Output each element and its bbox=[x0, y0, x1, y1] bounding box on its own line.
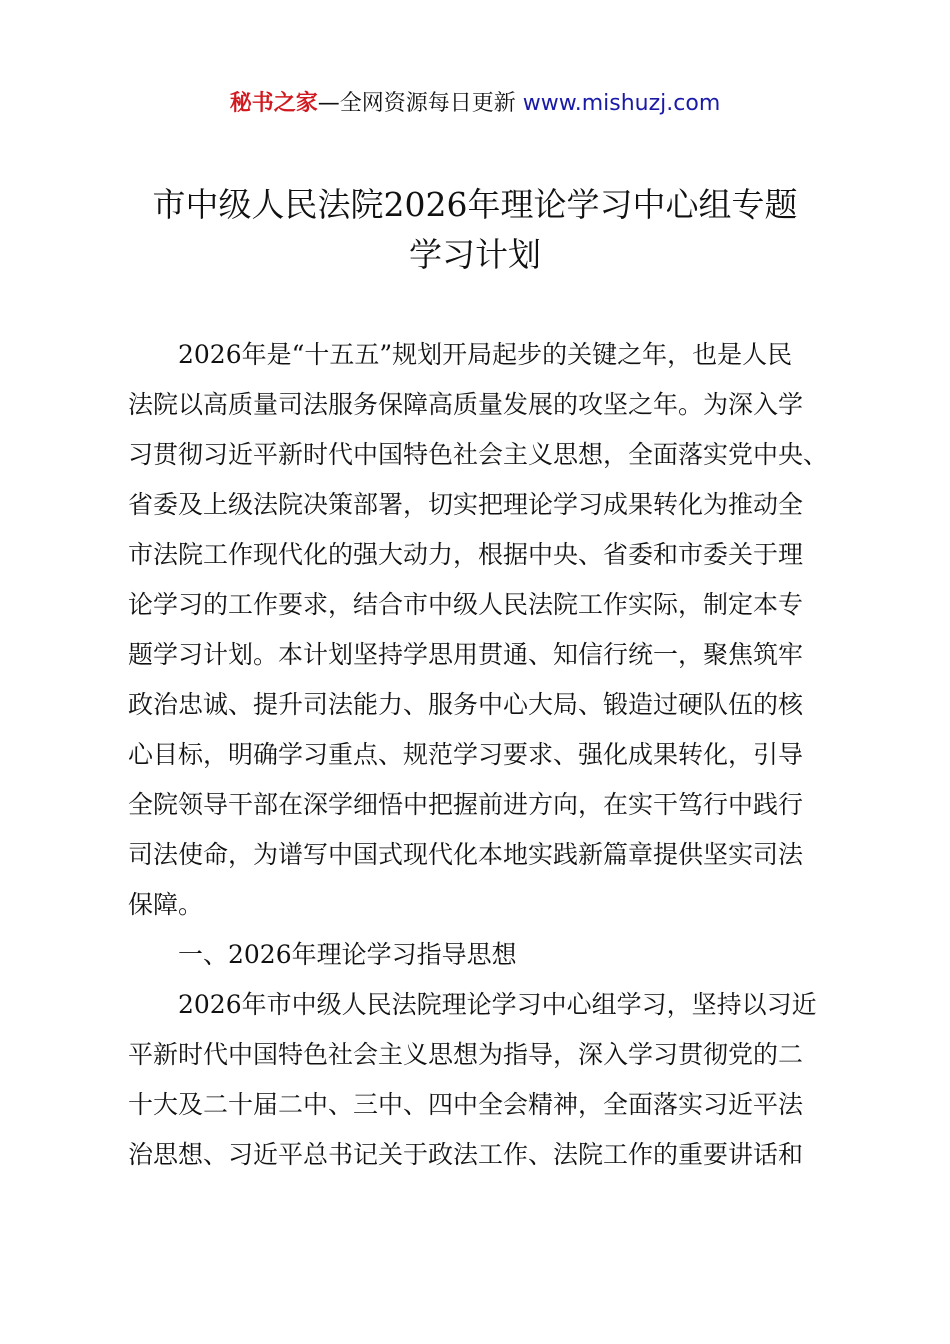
text-line: 治思想、习近平总书记关于政法工作、法院工作的重要讲话和 bbox=[128, 1140, 804, 1169]
title-line-1: 市中级人民法院2026年理论学习中心组专题 bbox=[152, 185, 798, 224]
document-title bbox=[0, 180, 950, 280]
text-line: 心目标，明确学习重点、规范学习要求、强化成果转化，引导 bbox=[128, 740, 804, 769]
text-line: 十大及二十届二中、三中、四中全会精神，全面落实习近平法 bbox=[128, 1090, 804, 1119]
paragraph-intro bbox=[128, 330, 832, 930]
text-line: 政治忠诚、提升司法能力、服务中心大局、锻造过硬队伍的核 bbox=[128, 690, 804, 719]
text-line: 市法院工作现代化的强大动力，根据中央、省委和市委关于理 bbox=[128, 540, 804, 569]
text-line: 题学习计划。本计划坚持学思用贯通、知信行统一，聚焦筑牢 bbox=[128, 640, 804, 669]
title-line-2: 学习计划 bbox=[409, 235, 541, 274]
text-line: 2026年市中级人民法院理论学习中心组学习，坚持以习近 bbox=[178, 990, 817, 1019]
text-line: 司法使命，为谱写中国式现代化本地实践新篇章提供坚实司法 bbox=[128, 840, 804, 869]
section-heading-text: 一、2026年理论学习指导思想 bbox=[178, 940, 517, 969]
text-line: 平新时代中国特色社会主义思想为指导，深入学习贯彻党的二 bbox=[128, 1040, 804, 1069]
text-line: 习贯彻习近平新时代中国特色社会主义思想，全面落实党中央、 bbox=[128, 440, 829, 469]
site-header bbox=[0, 88, 950, 120]
document-body bbox=[128, 330, 832, 1180]
text-line: 法院以高质量司法服务保障高质量发展的攻坚之年。为深入学 bbox=[128, 390, 804, 419]
section-heading bbox=[128, 930, 832, 980]
text-line: 2026年是“十五五”规划开局起步的关键之年，也是人民 bbox=[178, 340, 793, 369]
text-line: 保障。 bbox=[128, 890, 204, 919]
text-line: 论学习的工作要求，结合市中级人民法院工作实际，制定本专 bbox=[128, 590, 804, 619]
text-line: 全院领导干部在深学细悟中把握前进方向，在实干笃行中践行 bbox=[128, 790, 804, 819]
text-line: 省委及上级法院决策部署，切实把理论学习成果转化为推动全 bbox=[128, 490, 804, 519]
site-tagline: —全网资源每日更新 bbox=[317, 91, 523, 116]
brand-name: 秘书之家 bbox=[229, 91, 318, 116]
paragraph-guiding-ideology bbox=[128, 980, 832, 1180]
site-url-link[interactable]: www.mishuzj.com bbox=[522, 91, 721, 116]
